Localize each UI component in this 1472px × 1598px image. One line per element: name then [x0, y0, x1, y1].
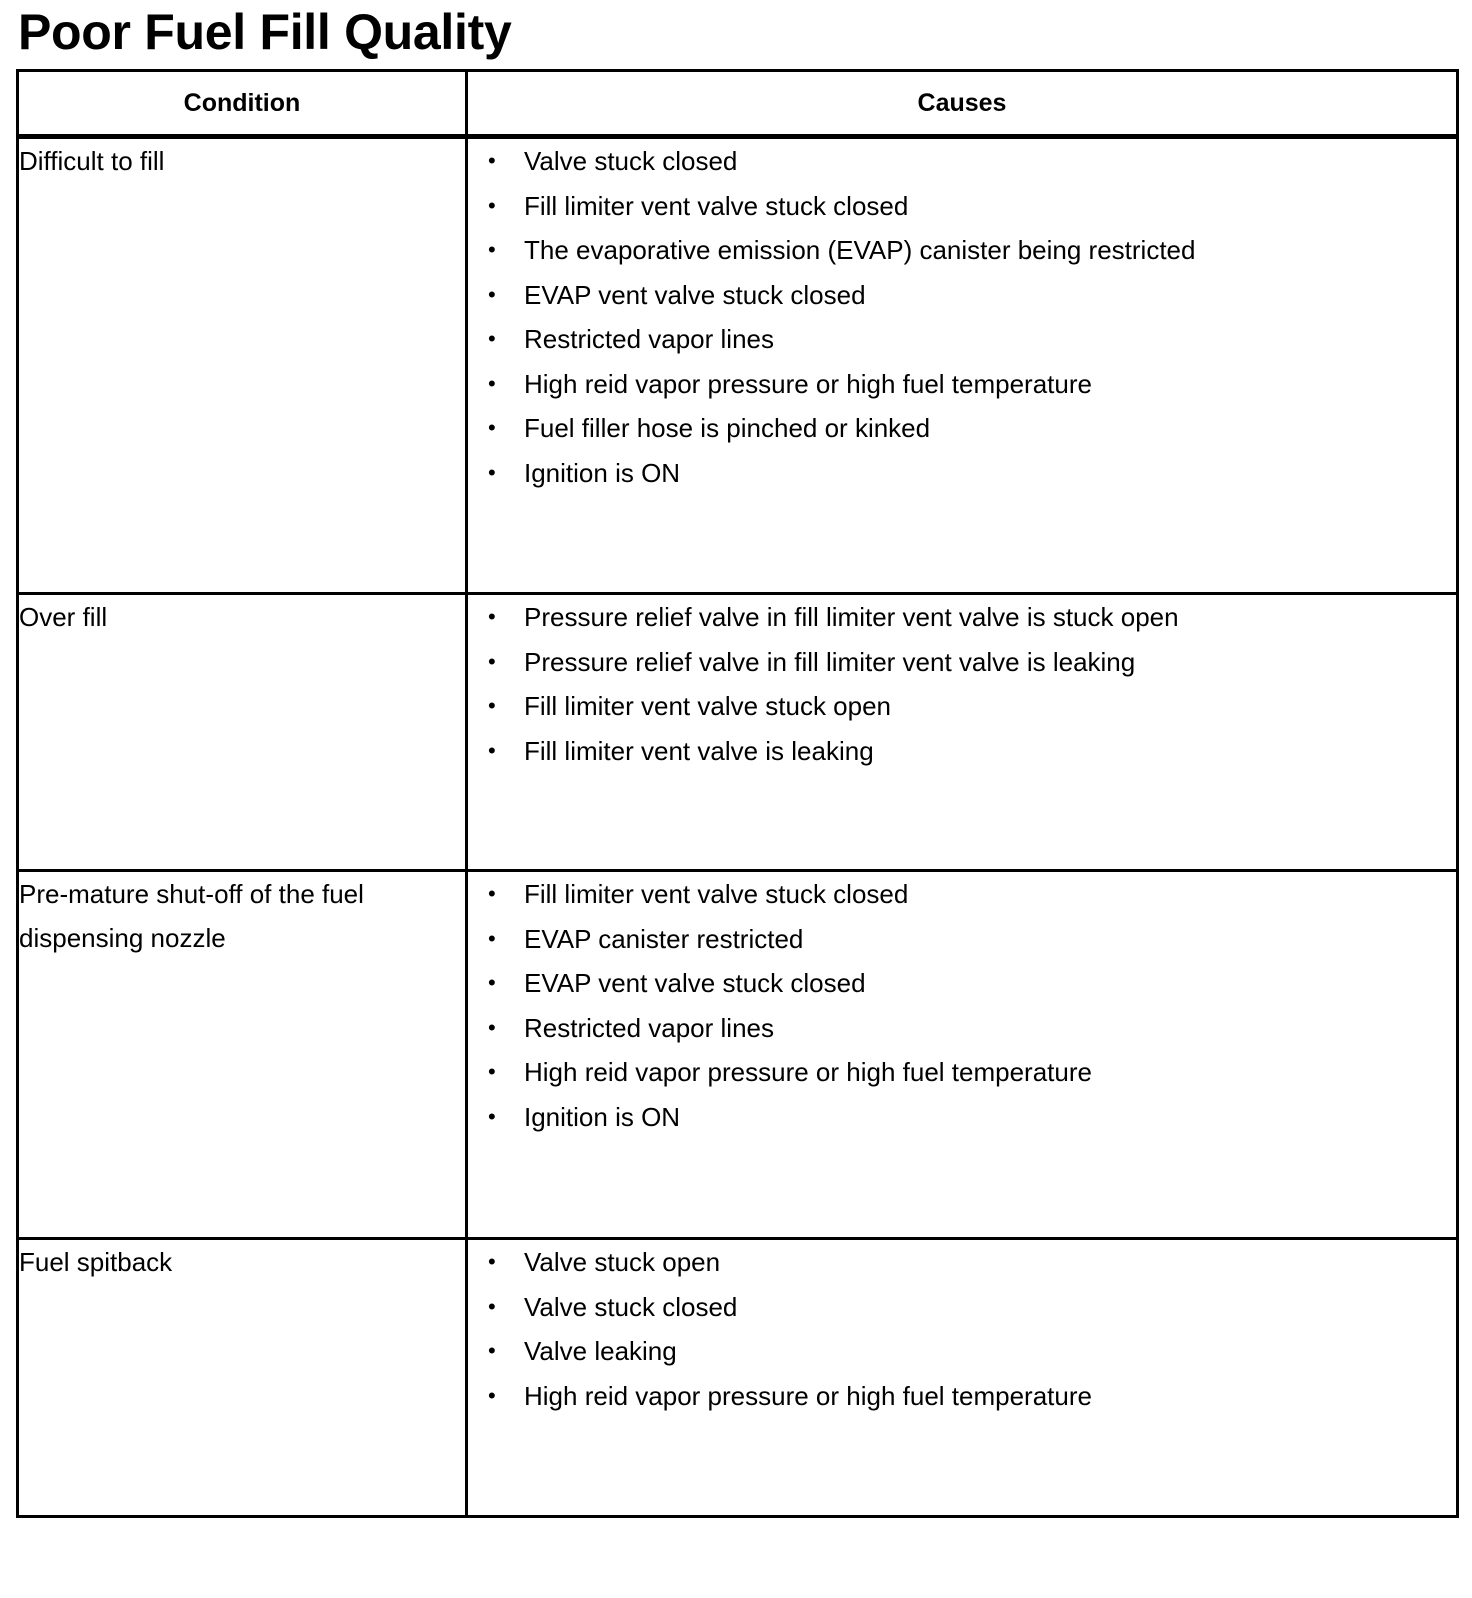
table-header-row — [18, 71, 1458, 137]
column-header-causes: Causes — [467, 71, 1458, 137]
causes-cell — [467, 1239, 1458, 1517]
causes-cell — [467, 594, 1458, 871]
cause-item — [468, 640, 1456, 685]
condition-cell: Over fill — [18, 594, 467, 871]
table-row — [18, 1239, 1458, 1517]
cause-text: Pressure relief valve in fill limiter vent valve is leaking — [524, 646, 1136, 677]
bullet-icon: • — [488, 192, 496, 218]
cause-text: Ignition is ON — [524, 1101, 681, 1132]
causes-cell — [467, 871, 1458, 1239]
table-row — [18, 594, 1458, 871]
bullet-icon: • — [488, 1249, 496, 1274]
cause-item — [468, 273, 1456, 318]
cause-text: Fuel filler hose is pinched or kinked — [524, 413, 931, 443]
bullet-icon: • — [488, 326, 496, 351]
bullet-icon: • — [488, 648, 496, 674]
cause-text: Valve stuck open — [524, 1247, 721, 1277]
bullet-icon: • — [488, 148, 496, 173]
cause-text: Restricted vapor lines — [524, 1012, 774, 1043]
bullet-icon: • — [488, 1103, 496, 1129]
cause-item — [468, 406, 1456, 451]
cause-list — [468, 595, 1456, 773]
cause-item — [468, 228, 1456, 273]
page-title: Poor Fuel Fill Quality — [18, 4, 512, 60]
cause-item — [468, 317, 1456, 362]
cause-item — [468, 139, 1456, 184]
cause-text: The evaporative emission (EVAP) canister being restricted — [524, 235, 1196, 265]
condition-cell: Pre-mature shut-off of the fuel dispensing nozzle — [18, 871, 467, 1239]
cause-item — [468, 729, 1456, 774]
bullet-icon: • — [488, 1293, 496, 1319]
bullet-icon: • — [488, 925, 496, 951]
cause-item — [468, 1050, 1456, 1095]
bullet-icon: • — [488, 1014, 496, 1040]
bullet-icon: • — [488, 415, 496, 440]
column-header-condition: Condition — [18, 71, 467, 137]
cause-text: Restricted vapor lines — [524, 324, 774, 354]
cause-item — [468, 451, 1456, 496]
cause-item — [468, 917, 1456, 962]
cause-item — [468, 184, 1456, 229]
cause-text: Ignition is ON — [524, 457, 681, 488]
bullet-icon: • — [488, 881, 496, 906]
cause-item — [468, 961, 1456, 1006]
bullet-icon: • — [488, 604, 496, 629]
cause-text: Fill limiter vent valve stuck closed — [524, 190, 909, 221]
cause-item — [468, 872, 1456, 917]
bullet-icon: • — [488, 237, 496, 262]
bullet-icon: • — [488, 737, 496, 763]
cause-text: EVAP canister restricted — [524, 923, 804, 954]
cause-list — [468, 1240, 1456, 1418]
condition-cell: Fuel spitback — [18, 1239, 467, 1517]
table-row — [18, 871, 1458, 1239]
cause-item — [468, 362, 1456, 407]
cause-text: High reid vapor pressure or high fuel temperature — [524, 1380, 1092, 1411]
cause-text: EVAP vent valve stuck closed — [524, 279, 866, 310]
cause-text: Valve stuck closed — [524, 1291, 738, 1322]
cause-list — [468, 139, 1456, 495]
cause-text: EVAP vent valve stuck closed — [524, 968, 866, 998]
bullet-icon: • — [488, 1338, 496, 1363]
cause-item — [468, 1240, 1456, 1285]
cause-item — [468, 1006, 1456, 1051]
bullet-icon: • — [488, 1382, 496, 1408]
bullet-icon: • — [488, 459, 496, 485]
cause-text: Valve leaking — [524, 1336, 677, 1366]
cause-text: Pressure relief valve in fill limiter vent valve is stuck open — [524, 602, 1179, 632]
cause-list — [468, 872, 1456, 1139]
cause-text: Valve stuck closed — [524, 146, 738, 176]
bullet-icon: • — [488, 1059, 496, 1084]
cause-text: High reid vapor pressure or high fuel temperature — [524, 368, 1092, 399]
cause-item — [468, 1329, 1456, 1374]
cause-item — [468, 595, 1456, 640]
bullet-icon: • — [488, 281, 496, 307]
cause-item — [468, 1374, 1456, 1419]
bullet-icon: • — [488, 693, 496, 718]
cause-item — [468, 684, 1456, 729]
causes-cell — [467, 137, 1458, 594]
bullet-icon: • — [488, 970, 496, 995]
fuel-fill-table — [16, 69, 1459, 1518]
cause-text: Fill limiter vent valve is leaking — [524, 735, 874, 766]
cause-text: Fill limiter vent valve stuck open — [524, 691, 892, 721]
cause-item — [468, 1285, 1456, 1330]
bullet-icon: • — [488, 370, 496, 396]
condition-cell: Difficult to fill — [18, 137, 467, 594]
cause-text: High reid vapor pressure or high fuel temperature — [524, 1057, 1092, 1087]
table-row — [18, 137, 1458, 594]
cause-text: Fill limiter vent valve stuck closed — [524, 879, 909, 909]
cause-item — [468, 1095, 1456, 1140]
